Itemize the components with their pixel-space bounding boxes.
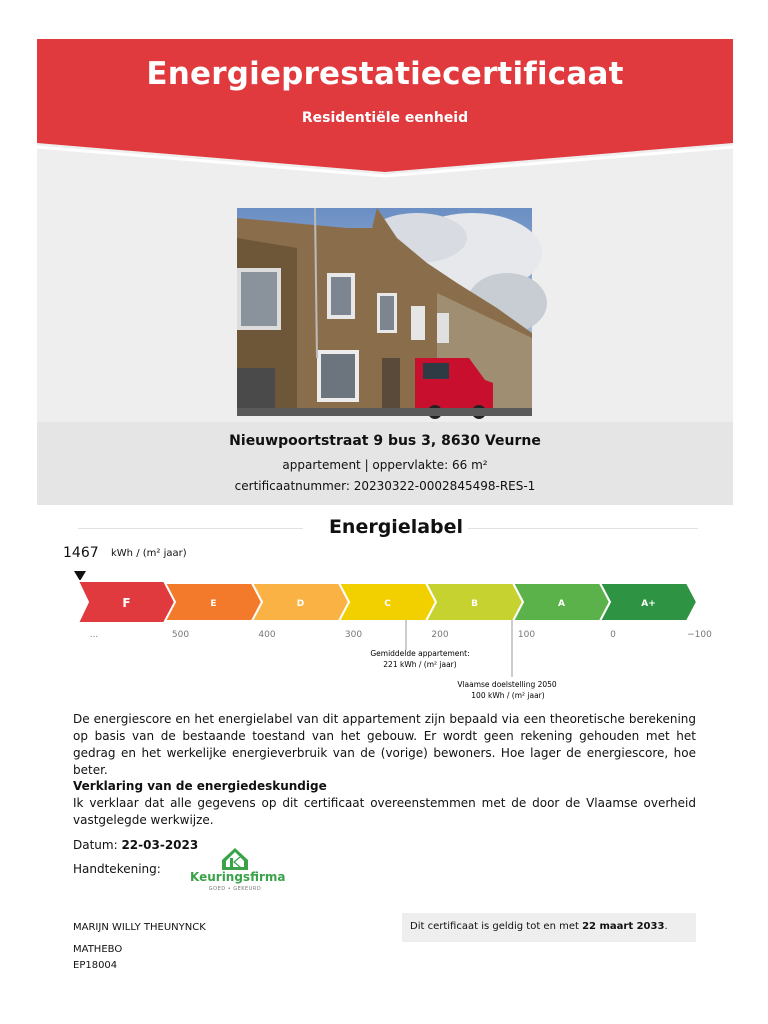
declaration-text: Ik verklaar dat alle gegevens op dit certificaat overeenstemmen met de door de Vlaamse overheid vastgelegde werkwijze. — [73, 796, 696, 827]
signature-label: Handtekening: — [73, 862, 161, 876]
label-arrow-text: A+ — [641, 599, 656, 609]
label-arrow-text: A — [558, 599, 565, 609]
page-subtitle: Residentiële eenheid — [301, 110, 469, 126]
scale-tick-label: 100 — [517, 630, 536, 640]
label-arrow-text: B — [471, 599, 478, 609]
property-type-area: appartement | oppervlakte: 66 m² — [282, 458, 488, 472]
scale-tick-label: 300 — [344, 630, 363, 640]
company-logo-name: Keuringsfirma — [190, 870, 286, 884]
target-value: 100 kWh / (m² jaar) — [471, 691, 545, 700]
scale-tick-label: 200 — [431, 630, 449, 640]
validity-date: 22 maart 2033 — [582, 921, 665, 932]
energy-label-heading: Energielabel — [328, 516, 464, 538]
building-photo — [237, 208, 532, 416]
energy-score-description: De energiescore en het energielabel van dit appartement zijn bepaald via een theoretische berekening op basis van de bestaande toestand van het gebouw. Er wordt geen rekening gehouden met het gedrag en het werkelijke energieverbruik van de (vorige) bewoners. Hoe lager de energiescore, hoe beter. — [73, 712, 696, 777]
label-arrow-text: F — [122, 596, 131, 610]
validity-text — [410, 921, 668, 932]
scale-tick-label: 0 — [610, 630, 616, 640]
certificate-number: certificaatnummer: 20230322-0002845498-RES-1 — [234, 479, 536, 493]
scale-tick-label: 500 — [171, 630, 190, 640]
page-title: Energieprestatiecertificaat — [146, 56, 624, 92]
scale-tick-label: −100 — [687, 630, 712, 640]
declaration-title: Verklaring van de energiedeskundige — [73, 779, 327, 793]
label-arrow-text: D — [296, 599, 305, 609]
energy-score-unit: kWh / (m² jaar) — [111, 548, 187, 559]
validity-prefix: Dit certificaat is geldig tot en met — [410, 921, 583, 932]
label-arrow-text: C — [384, 599, 391, 609]
date-value: 22-03-2023 — [121, 838, 199, 852]
average-value: 221 kWh / (m² jaar) — [383, 660, 457, 669]
scale-tick-label: ... — [89, 630, 99, 640]
validity-suffix: . — [664, 921, 668, 932]
label-arrow-text: E — [210, 599, 217, 609]
energy-score-value: 1467 — [63, 545, 99, 561]
scale-tick-label: 400 — [258, 630, 276, 640]
property-address: Nieuwpoortstraat 9 bus 3, 8630 Veurne — [229, 433, 541, 449]
expert-id: EP18004 — [73, 960, 118, 971]
average-label: Gemiddelde appartement: — [370, 649, 470, 658]
company-logo-tagline: GOED • GEKEURD — [208, 886, 262, 892]
energy-label-scale — [70, 565, 712, 705]
target-label: Vlaamse doelstelling 2050 — [457, 680, 557, 689]
expert-firm: MATHEBO — [73, 944, 123, 955]
expert-name: MARIJN WILLY THEUNYNCK — [73, 922, 206, 933]
declaration-date — [73, 838, 198, 852]
date-label: Datum: — [73, 838, 122, 852]
score-marker-icon — [74, 571, 86, 581]
